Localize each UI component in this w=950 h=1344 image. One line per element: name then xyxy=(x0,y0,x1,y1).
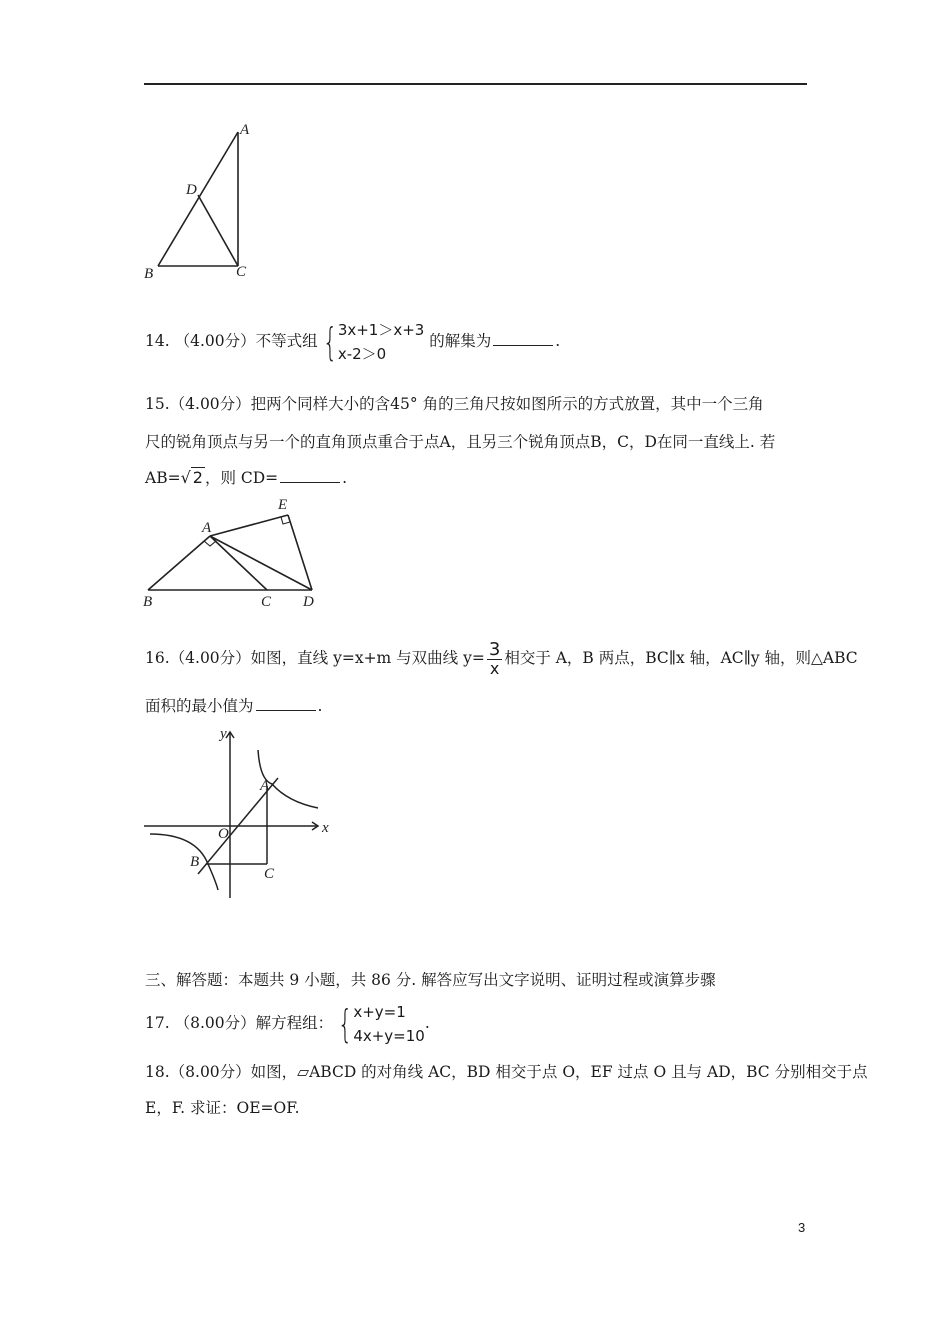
label-c: C xyxy=(261,594,272,610)
sqrt-expression: √ 2 xyxy=(180,468,203,487)
segment-ae xyxy=(210,515,288,536)
question-15-line3: AB=√ 2 ，则 CD= . xyxy=(145,468,348,487)
question-15-line1: 15.（4.00分）把两个同样大小的含45° 角的三角尺按如图所示的方式放置，其中一个三角 xyxy=(145,395,764,413)
answer-blank xyxy=(280,468,340,483)
label-c: C xyxy=(264,866,275,882)
label-d: D xyxy=(186,182,197,198)
question-18-line1: 18.（8.00分）如图，▱ABCD 的对角线 AC，BD 相交于点 O，EF 过点 O 且与 AD，BC 分别相交于点 xyxy=(145,1063,868,1081)
label-a: A xyxy=(260,778,270,794)
question-14: 14. （4.00分）不等式组 { 3x+1＞x+3 x-2＞0 的解集为 . xyxy=(145,320,561,364)
question-15-line2: 尺的锐角顶点与另一个的直角顶点重合于点A，且另三个锐角顶点B，C，D在同一直线上. 若 xyxy=(145,433,776,451)
figure-q16 xyxy=(140,722,340,904)
label-a: A xyxy=(240,122,250,138)
segment-dc xyxy=(198,195,238,266)
label-y: y xyxy=(220,726,227,742)
segment-ab xyxy=(148,536,210,590)
answer-blank xyxy=(493,331,553,346)
label-b: B xyxy=(190,854,200,870)
segment-ac xyxy=(210,536,267,590)
label-b: B xyxy=(144,266,154,282)
label-o: O xyxy=(218,826,229,842)
figure-q15 xyxy=(140,494,325,612)
figure-q13 xyxy=(140,120,260,285)
question-17: 17. （8.00分）解方程组： { x+y=1 4x+y=10 . xyxy=(145,1002,430,1046)
answer-blank xyxy=(256,696,316,711)
equation-system: x+y=1 4x+y=10 xyxy=(353,1003,425,1045)
label-a: A xyxy=(202,520,212,536)
label-c: C xyxy=(236,264,247,280)
question-16-line1: 16.（4.00分）如图，直线 y=x+m 与双曲线 y= $\frac{3}{x}$ 相交于 A，B 两点，BC∥x 轴，AC∥y 轴，则△ABC xyxy=(145,638,858,678)
fraction-3-over-x: $\frac{3}{x}$ xyxy=(488,638,501,678)
header-rule xyxy=(144,83,807,85)
page-number: 3 xyxy=(798,1220,806,1235)
question-16-line2: 面积的最小值为 . xyxy=(145,697,323,715)
brace-icon: { xyxy=(322,320,337,364)
question-18-line2: E，F. 求证：OE=OF. xyxy=(145,1099,300,1117)
label-x: x xyxy=(322,820,329,836)
label-d: D xyxy=(303,594,314,610)
label-e: E xyxy=(278,497,288,513)
inequality-system: 3x+1＞x+3 x-2＞0 xyxy=(337,321,425,363)
section-3-heading: 三、解答题：本题共 9 小题，共 86 分. 解答应写出文字说明、证明过程或演算步骤 xyxy=(145,971,716,989)
brace-icon: { xyxy=(337,1002,353,1046)
label-b: B xyxy=(143,594,153,610)
